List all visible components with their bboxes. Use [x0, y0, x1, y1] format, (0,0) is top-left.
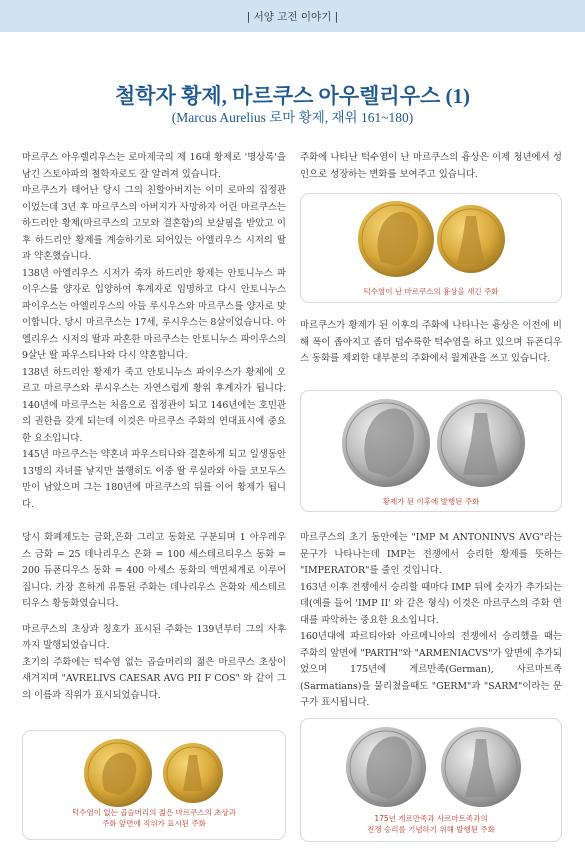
paragraph: 마르쿠스의 초기 동안에는 "IMP M ANTONINVS AVG"라는 문구가 나타나는데 IMP는 전쟁에서 승리한 황제를 뜻하는 "IMPERATOR"를 줄인 것입니다. — [300, 532, 562, 576]
paragraph: 주화에 나타난 턱수염이 난 마르쿠스의 흉상은 이제 청년에서 성인으로 성장하는 변화를 보여주고 있습니다. — [300, 152, 562, 180]
paragraph: 145년 마르쿠스는 약혼녀 파우스티나와 결혼하게 되고 일생동안 13명의 자녀를 낳지만 불행히도 이중 딸 루실라와 아들 코모두스만이 남았으며 그는 180년에 마르쿠스의 뒤를 이어 황제가 됩니다. — [22, 449, 286, 510]
left-column-block1 — [22, 150, 286, 513]
paragraph: 138년 하드리안 황제가 죽고 안토니누스 파이우스가 황제에 오르고 마르쿠스와 루시우스는 자연스럽게 황위 후계자가 됩니다. 140년에 마르쿠스는 처음으로 집정관이 되고 146년에는 호민관의 권한을 갖게 되는데 이것은 마르쿠스 주화의 연대표시에 중요한 요소입니다. — [22, 366, 286, 444]
paragraph: 163년 이후 전쟁에서 승리할 때마다 IMP 뒤에 숫자가 추가되는데(예를 들어 'IMP II' 와 같은 형식) 이것은 마르쿠스의 주화 연대를 파악하는 중요한 요소입니다. — [300, 581, 562, 626]
right-column-block2 — [300, 318, 562, 368]
coin-caption: 황제가 된 이후에 발행된 주화 — [382, 497, 480, 506]
gold-coin-portrait-icon — [301, 194, 561, 284]
paragraph: 마르쿠스가 황제가 된 이후의 주화에 나타나는 흉상은 이전에 비해 폭이 좁아지고 좀더 덥수룩한 턱수염을 하고 있으며 듀폰디우스 동화를 제외한 대부분의 주화에서 월계관을 쓰고 있습니다. — [300, 320, 562, 364]
paragraph: 160년대에 파르티아와 아르메니아의 전쟁에서 승리했을 때는 주화의 앞면에 "PARTH"와 "ARMENIACVS"가 앞면에 추가되었으며 175년에 게르만족(German), 사르마트족(Sarmatians)을 물리쳤을때도 "GERM"과 "SARM"이라는 문구가 표시됩니다. — [300, 631, 562, 708]
left-column-block2 — [22, 530, 286, 704]
section-tag: | 서양 고전 이야기 | — [246, 11, 339, 23]
silver-coin-portrait-icon — [301, 391, 561, 495]
paragraph: 당시 화폐제도는 금화,은화 그리고 동화로 구분되며 1 아우레우스 금화 = 25 데나리우스 은화 = 100 세스테르티우스 동화 = 200 듀폰디우스 동화 = 400 아세스 동화의 액면체계로 이루어집니다. 가장 흔하게 유통된 주화는 데나리우스 은화와 세스테르티우스 황동화였습니다. — [22, 532, 286, 609]
right-column-block3 — [300, 530, 562, 712]
paragraph: 138년 아엘리우스 시저가 죽자 하드리안 황제는 안토니누스 파이우스를 양자로 입양하여 후계자로 임명하고 다시 안토니누스 파이우스는 아엘리우스의 아들 루시우스와 마르쿠스를 양자로 맞이합니다. 당시 마르쿠스는 17세, 루시우스는 8살이었습니다. 아엘리우스 시저의 딸과 파혼한 마르쿠스는 안토니누스 파이우스의 9살난 딸 파우스티나와 다시 약혼합니다. — [22, 267, 286, 361]
coin-caption: 턱수염이 난 마르쿠스의 흉상을 새긴 주화 — [363, 287, 499, 296]
paragraph: 초기의 주화에는 턱수염 없는 곱슬머리의 젊은 마르쿠스 초상이 새겨지며 "AVRELIVS CAESAR AVG PII F COS" 와 같이 그의 이름과 직위가 표시되었습니다. — [22, 656, 286, 701]
silver-coin-standing-figure-icon — [301, 719, 561, 811]
coin-image-box — [300, 718, 562, 842]
coin-image-box — [22, 730, 286, 840]
coin-caption: 175년 게르만족과 사르마트족과의 전쟁 승리를 기념하기 위해 발행된 주화 — [367, 814, 495, 834]
page-subtitle: (Marcus Aurelius 로마 황제, 재위 161~180) — [171, 110, 414, 125]
paragraph: 마르쿠스가 태어난 당시 그의 친할아버지는 이미 로마의 집정관이었는데 3년 후 마르쿠스의 아버지가 사망하자 어린 마르쿠스는 하드리안 황제(마르쿠스의 고모와 결혼함)의 보살핌을 받았고 이후 하드리안 황제를 계승하기로 되어있는 아엘리우스 시저의 딸과 약혼했습니다. — [22, 185, 286, 262]
right-column-block1 — [300, 150, 562, 183]
coin-image-box — [300, 193, 562, 303]
paragraph: 마르쿠스 아우렐리우스는 로마제국의 제 16대 황제로 '명상록'을 남긴 스토아파의 철학자로도 잘 알려져 있습니다. — [22, 152, 286, 180]
paragraph: 마르쿠스의 초상과 칭호가 표시된 주화는 139년부터 그의 사후까지 발행되었습니다. — [22, 623, 286, 651]
page-title: 철학자 황제, 마르쿠스 아우렐리우스 (1) — [114, 84, 471, 108]
coin-image-box — [300, 390, 562, 512]
coin-caption: 턱수염이 없는 곱슬머리의 젊은 마르쿠스의 초상과 주화 앞면에 직위가 표시된 주화 — [71, 808, 237, 828]
